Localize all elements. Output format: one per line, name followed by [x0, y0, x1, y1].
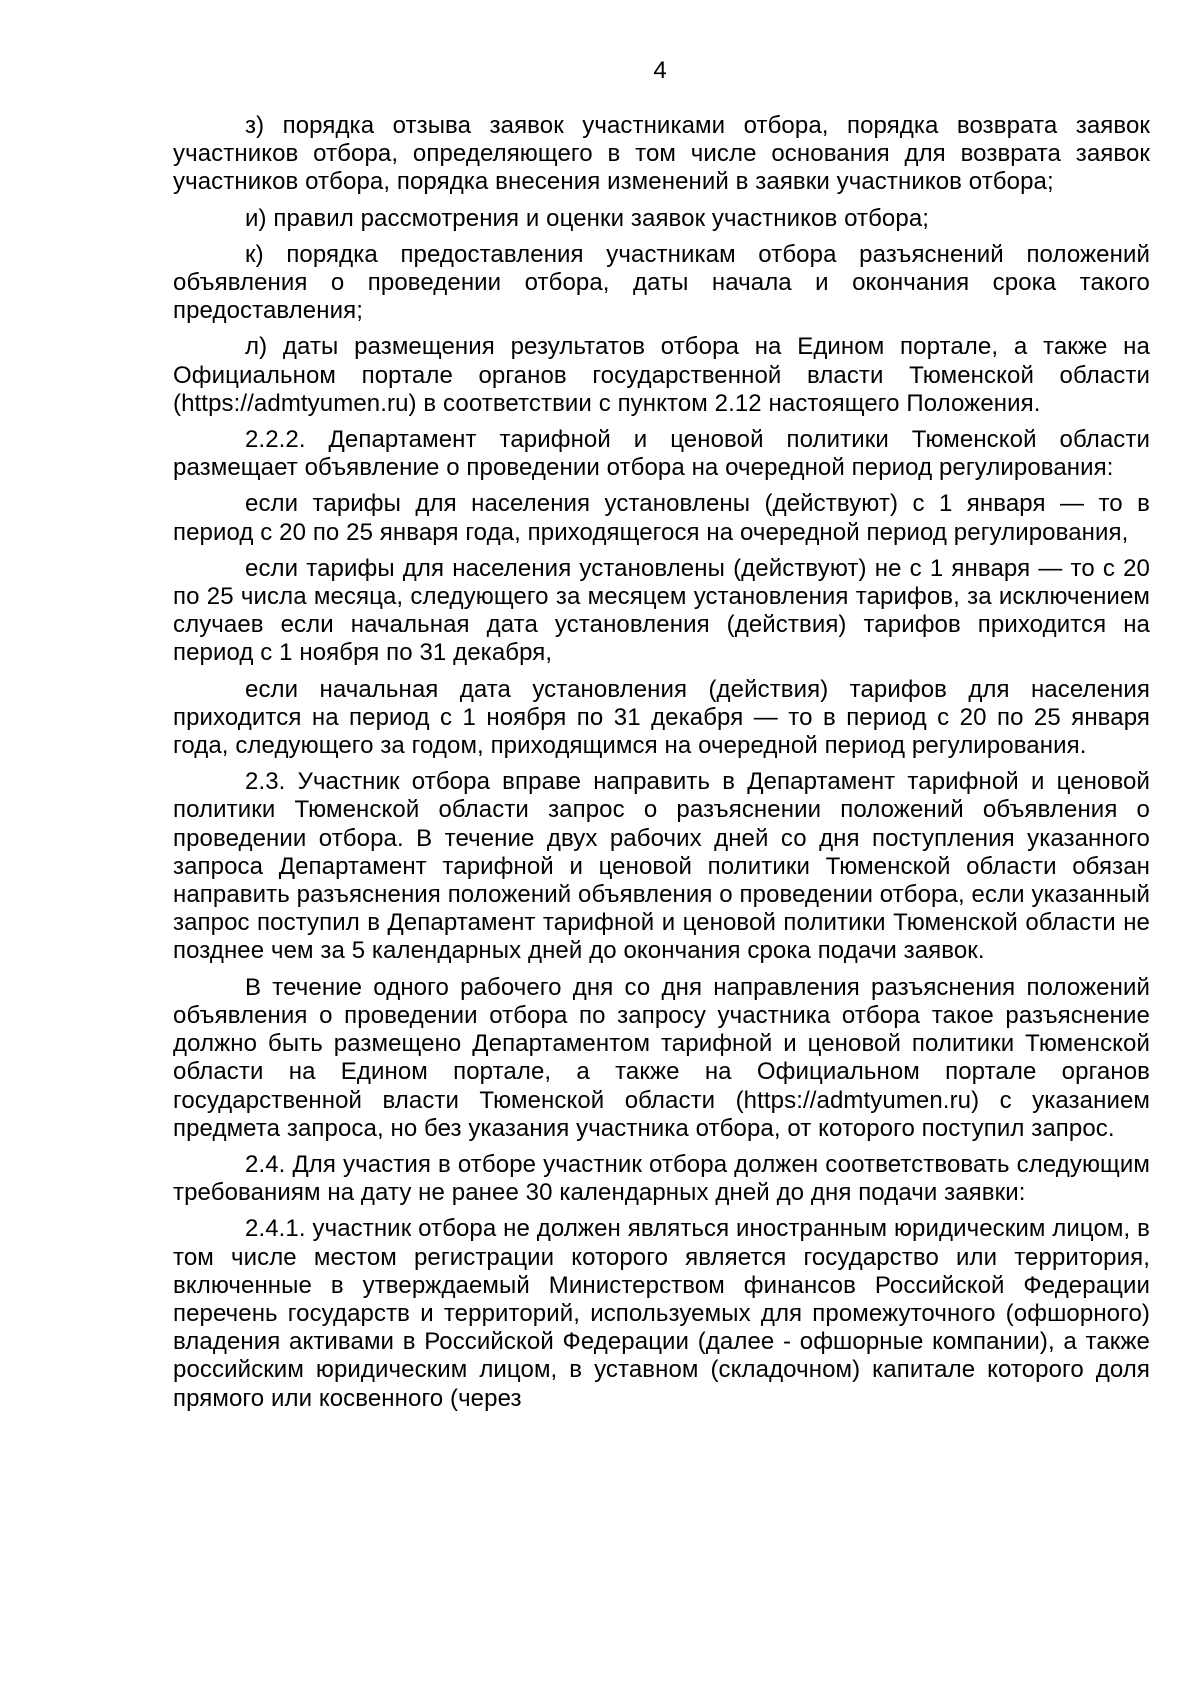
- paragraph-i: и) правил рассмотрения и оценки заявок участников отбора;: [245, 204, 930, 232]
- paragraph-2-4: 2.4. Для участия в отборе участник отбора должен соответствовать следующим требованиям на дату не ранее 30 календарных дней до дня подачи заявки:: [173, 1150, 1150, 1207]
- paragraph-z: з) порядка отзыва заявок участниками отбора, порядка возврата заявок участников отбора, определяющего в том числе основания для возврата заявок участников отбора, порядка внесения изменений в заявки участников отбора;: [173, 112, 1150, 196]
- paragraph-l: л) даты размещения результатов отбора на Едином портале, а также на Официальном портале органов государственной власти Тюменской области (https://admtyumen.ru) в соответствии с пунктом 2.12 настоящего Положения.: [173, 333, 1150, 417]
- paragraph-2-2-2: 2.2.2. Департамент тарифной и ценовой политики Тюменской области размещает объявление о проведении отбора на очередной период регулирования:: [173, 426, 1150, 482]
- paragraph-condition-3: если начальная дата установления (действия) тарифов для населения приходится на период с 1 ноября по 31 декабря — то в период с 20 по 25 января года, следующего за годом, приходящимся на очередной период регулирования.: [173, 675, 1150, 760]
- document-body: [173, 112, 1150, 1421]
- paragraph-condition-1: если тарифы для населения установлены (действуют) с 1 января — то в период с 20 по 25 января года, приходящегося на очередной период регулирования,: [173, 490, 1150, 546]
- page-number: 4: [653, 57, 667, 84]
- paragraph-k: к) порядка предоставления участникам отбора разъяснений положений объявления о проведении отбора, даты начала и окончания срока такого предоставления;: [173, 240, 1150, 325]
- paragraph-2-4-1: 2.4.1. участник отбора не должен являться иностранным юридическим лицом, в том числе местом регистрации которого является государство или территория, включенные в утверждаемый Министерством финансов Российской Федерации перечень государств и территорий, используемых для промежуточного (офшорного) владения активами в Российской Федерации (далее - офшорные компании), а также российским юридическим лицом, в уставном (складочном) капитале которого доля прямого или косвенного (через: [173, 1215, 1150, 1412]
- paragraph-condition-2: если тарифы для населения установлены (действуют) не с 1 января — то с 20 по 25 числа месяца, следующего за месяцем установления тарифов, за исключением случаев если начальная дата установления (действия) тарифов приходится на период с 1 ноября по 31 декабря,: [173, 554, 1150, 667]
- paragraph-2-3: 2.3. Участник отбора вправе направить в Департамент тарифной и ценовой политики Тюменской области запрос о разъяснении положений объявления о проведении отбора. В течение двух рабочих дней со дня поступления указанного запроса Департамент тарифной и ценовой политики Тюменской области обязан направить разъяснения положений объявления о проведении отбора, если указанный запрос поступил в Департамент тарифной и ценовой политики Тюменской области не позднее чем за 5 календарных дней до окончания срока подачи заявок.: [173, 768, 1150, 965]
- paragraph-2-3-continued: В течение одного рабочего дня со дня направления разъяснения положений объявления о проведении отбора по запросу участника отбора такое разъяснение должно быть размещено Департаментом тарифной и ценовой политики Тюменской области на Едином портале, а также на Официальном портале органов государственной власти Тюменской области (https://admtyumen.ru) с указанием предмета запроса, но без указания участника отбора, от которого поступил запрос.: [173, 973, 1150, 1142]
